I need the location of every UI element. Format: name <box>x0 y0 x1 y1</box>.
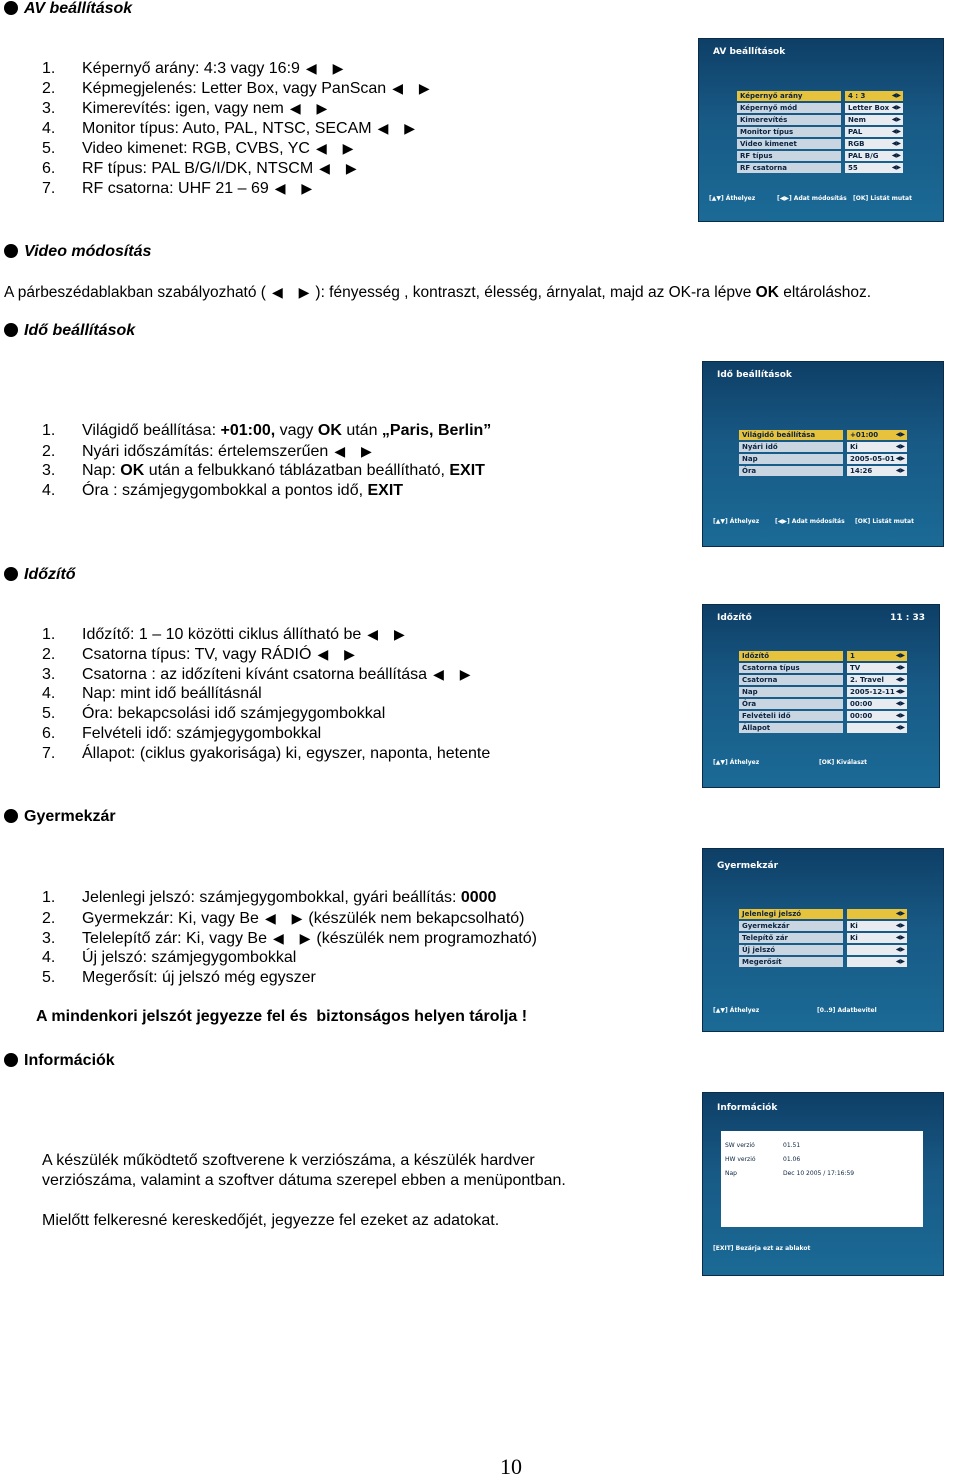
info-label: SW verzió <box>725 1142 755 1149</box>
menu-row <box>739 699 907 709</box>
arrow-left-right-icon: ◀▶ <box>895 431 905 438</box>
arrow-left-right-icon: ◀ ▶ <box>272 930 317 946</box>
screen-rows <box>739 909 907 969</box>
item-number: 6. <box>42 160 56 177</box>
menu-row-label: Felvételi idő <box>739 711 843 721</box>
arrow-left-right-icon: ◀ ▶ <box>377 120 422 136</box>
item-number: 3. <box>42 100 56 117</box>
section-title: Gyermekzár <box>24 808 116 825</box>
menu-row-label: Nap <box>739 687 843 697</box>
footer-hint: [OK] Kiválaszt <box>819 759 868 766</box>
menu-row-value <box>847 699 907 709</box>
section-title: Video módosítás <box>24 243 152 260</box>
text: Új jelszó: számjegygombokkal <box>82 949 297 966</box>
list-item <box>42 624 490 644</box>
menu-row-value <box>847 687 907 697</box>
section-heading-video <box>4 243 151 261</box>
list-item <box>42 58 436 78</box>
menu-row-value <box>845 163 903 173</box>
section-title: AV beállítások <box>24 0 133 17</box>
menu-row-value-text: PAL B/G <box>848 152 879 160</box>
item-number: 6. <box>42 725 56 742</box>
info-row <box>721 1139 923 1153</box>
arrow-left-right-icon: ◀▶ <box>895 688 905 695</box>
text: után <box>341 422 382 439</box>
text: (készülék nem programozható) <box>316 930 537 947</box>
menu-row <box>739 687 907 697</box>
menu-row-value <box>845 151 903 161</box>
menu-row-label: Gyermekzár <box>739 921 843 931</box>
item-number: 7. <box>42 180 56 197</box>
text-bold: +01:00, <box>220 422 276 439</box>
menu-row-value-text: 1 <box>850 652 855 660</box>
arrow-left-right-icon: ◀ ▶ <box>319 160 363 176</box>
info-paragraph: A készülék működtető szoftverene k verziószáma, a készülék hardver verziószáma, valamint a szoftver dátuma szerepel ebben a menüpontban. <box>42 1152 566 1189</box>
section-heading-time <box>4 322 135 340</box>
list-item <box>42 664 490 684</box>
arrow-left-right-icon: ◀▶ <box>895 946 905 953</box>
item-number: 4. <box>42 482 56 499</box>
arrow-left-right-icon: ◀▶ <box>895 664 905 671</box>
item-number: 5. <box>42 705 56 722</box>
menu-row-value-text: TV <box>850 664 861 672</box>
section-heading-av <box>4 0 132 18</box>
section-heading-timer <box>4 566 76 584</box>
text: Megerősít: új jelszó még egyszer <box>82 969 316 986</box>
menu-row-value <box>847 711 907 721</box>
page-number: 10 <box>500 1454 522 1479</box>
menu-row-label: Video kimenet <box>737 139 841 149</box>
list-item <box>42 98 436 118</box>
menu-row <box>739 711 907 721</box>
text: RF típus: PAL B/G/I/DK, NTSCM <box>82 160 314 177</box>
text: ): fényesség , kontraszt, élesség, árnyalat, majd az OK-ra lépve <box>315 284 752 301</box>
menu-row-value-text: 14:26 <box>850 467 873 475</box>
menu-row-value <box>847 466 907 476</box>
list-item <box>42 644 490 664</box>
footer-hint: [▲▼] Áthelyez <box>713 518 760 525</box>
item-number: 1. <box>42 60 56 77</box>
arrow-left-right-icon: ◀ ▶ <box>315 140 360 156</box>
arrow-left-right-icon: ◀ ▶ <box>289 100 334 116</box>
menu-row-label: Időzítő <box>739 651 843 661</box>
arrow-left-right-icon: ◀ ▶ <box>305 60 350 76</box>
list-item <box>42 928 537 948</box>
password-note: A mindenkori jelszót jegyezze fel és biztonságos helyen tárolja ! <box>36 1008 528 1025</box>
info-label: HW verzió <box>725 1156 756 1163</box>
menu-row-label: Jelenlegi jelszó <box>739 909 843 919</box>
menu-row-value <box>847 675 907 685</box>
footer-hint: [OK] Listát mutat <box>853 195 912 202</box>
menu-row <box>737 91 903 101</box>
menu-row-value <box>845 91 903 101</box>
arrow-left-right-icon: ◀▶ <box>895 455 905 462</box>
list-item <box>42 158 436 178</box>
item-number: 5. <box>42 140 56 157</box>
text: Gyermekzár: Ki, vagy Be <box>82 910 259 927</box>
menu-row-label: Világidő beállítása <box>739 430 843 440</box>
menu-row <box>739 430 907 440</box>
item-number: 1. <box>42 422 56 439</box>
menu-row <box>739 663 907 673</box>
menu-row-value <box>847 651 907 661</box>
menu-row-value <box>845 103 903 113</box>
menu-row-value <box>847 921 907 931</box>
menu-row <box>737 139 903 149</box>
menu-row <box>739 454 907 464</box>
text: után a felbukkanó táblázatban beállítható, <box>144 462 450 479</box>
arrow-left-right-icon: ◀▶ <box>895 652 905 659</box>
arrow-left-right-icon: ◀▶ <box>891 128 901 135</box>
arrow-left-right-icon: ◀▶ <box>891 104 901 111</box>
text: Kimerevítés: igen, vagy nem <box>82 100 284 117</box>
bullet-icon <box>4 1 18 15</box>
screen-rows <box>739 651 907 735</box>
menu-row-value-text: 00:00 <box>850 700 873 708</box>
menu-row-value-text: 2005-12-11 <box>850 688 895 696</box>
menu-row-label: Új jelszó <box>739 945 843 955</box>
list-item <box>42 138 436 158</box>
list-item <box>42 441 491 461</box>
item-number: 5. <box>42 969 56 986</box>
arrow-left-right-icon: ◀▶ <box>891 152 901 159</box>
menu-row-label: RF típus <box>737 151 841 161</box>
text: eltároláshoz. <box>783 284 872 301</box>
info-panel <box>721 1131 923 1227</box>
arrow-left-right-icon: ◀▶ <box>895 467 905 474</box>
menu-row-value <box>847 909 907 919</box>
menu-row-value-text: PAL <box>848 128 863 136</box>
screen-title: AV beállítások <box>713 47 786 57</box>
item-number: 2. <box>42 646 56 663</box>
info-value: 01.06 <box>783 1156 801 1163</box>
menu-row <box>739 723 907 733</box>
menu-row-label: Óra <box>739 466 843 476</box>
list-item <box>42 968 537 988</box>
parental-lock-list <box>42 888 537 988</box>
item-number: 4. <box>42 685 56 702</box>
list-item <box>42 118 436 138</box>
menu-row-value-text: Ki <box>850 443 858 451</box>
video-paragraph <box>4 282 871 303</box>
item-number: 1. <box>42 626 56 643</box>
menu-row-value <box>845 139 903 149</box>
footer-hint: [◀▶] Adat módosítás <box>777 195 847 202</box>
menu-row-label: Telepítő zár <box>739 933 843 943</box>
arrow-left-right-icon: ◀ ▶ <box>317 646 361 662</box>
text: Képernyő arány: 4:3 vagy 16:9 <box>82 60 300 77</box>
footer-hint: [◀▶] Adat módosítás <box>775 518 845 525</box>
screen-clock: 11 : 33 <box>890 613 925 623</box>
menu-row-value-text: 4 : 3 <box>848 92 866 100</box>
bullet-icon <box>4 567 18 581</box>
text-bold: EXIT <box>449 462 485 479</box>
av-settings-list <box>42 58 436 198</box>
text: vagy <box>275 422 318 439</box>
text: Jelenlegi jelszó: számjegygombokkal, gyári beállítás: <box>82 889 461 906</box>
list-item <box>42 178 436 198</box>
bullet-icon <box>4 809 18 823</box>
item-number: 2. <box>42 80 56 97</box>
item-number: 4. <box>42 120 56 137</box>
menu-row-value <box>847 933 907 943</box>
menu-row-label: Óra <box>739 699 843 709</box>
menu-row-value <box>847 454 907 464</box>
menu-row-value <box>847 442 907 452</box>
item-number: 2. <box>42 443 56 460</box>
text: Világidő beállítása: <box>82 422 221 439</box>
av-settings-screenshot <box>698 38 944 222</box>
screen-rows <box>739 430 907 478</box>
menu-row-label: Csatorna típus <box>739 663 843 673</box>
menu-row-label: Képernyő arány <box>737 91 841 101</box>
info-paragraph: Mielőtt felkeresné kereskedőjét, jegyezze fel ezeket az adatokat. <box>42 1212 500 1229</box>
menu-row <box>739 675 907 685</box>
menu-row-value <box>847 945 907 955</box>
arrow-left-right-icon: ◀▶ <box>891 92 901 99</box>
arrow-left-right-icon: ◀▶ <box>895 676 905 683</box>
menu-row-label: Nap <box>739 454 843 464</box>
list-item <box>42 78 436 98</box>
list-item <box>42 724 490 744</box>
info-rows <box>721 1131 923 1181</box>
text: Felvételi idő: számjegygombokkal <box>82 725 322 742</box>
footer-hint: [▲▼] Áthelyez <box>709 195 756 202</box>
info-label: Nap <box>725 1170 737 1177</box>
menu-row <box>737 163 903 173</box>
menu-row-value-text: Nem <box>848 116 866 124</box>
screen-title: Információk <box>717 1103 778 1113</box>
arrow-left-right-icon: ◀ ▶ <box>433 666 477 682</box>
text: Nap: <box>82 462 121 479</box>
list-item <box>42 888 537 908</box>
bullet-icon <box>4 244 18 258</box>
arrow-left-right-icon: ◀▶ <box>895 910 905 917</box>
menu-row-label: Kimerevítés <box>737 115 841 125</box>
menu-row <box>739 933 907 943</box>
text: Állapot: (ciklus gyakorisága) ki, egyszer, naponta, hetente <box>82 745 491 762</box>
screen-rows <box>737 91 903 175</box>
menu-row-value <box>847 663 907 673</box>
bullet-icon <box>4 1053 18 1067</box>
arrow-left-right-icon: ◀ ▶ <box>264 910 309 926</box>
footer-hint: [0..9] Adatbevitel <box>817 1007 877 1014</box>
text: Időzítő: 1 – 10 közötti ciklus állítható be <box>82 626 362 643</box>
section-title: Információk <box>24 1052 115 1069</box>
arrow-left-right-icon: ◀ ▶ <box>334 443 378 459</box>
screen-title: Idő beállítások <box>717 370 792 380</box>
screen-title: Gyermekzár <box>717 861 779 871</box>
menu-row-label: Csatorna <box>739 675 843 685</box>
section-title: Időzítő <box>24 566 76 583</box>
text-bold: EXIT <box>367 482 404 499</box>
menu-row <box>739 442 907 452</box>
text: Csatorna : az időzíteni kívánt csatorna beállítása <box>82 666 428 683</box>
menu-row-value <box>845 115 903 125</box>
list-item <box>42 481 491 501</box>
text: Óra : számjegygombokkal a pontos idő, <box>82 482 368 499</box>
timer-settings-list <box>42 624 490 764</box>
arrow-left-right-icon: ◀▶ <box>891 164 901 171</box>
menu-row-value-text: Ki <box>850 922 858 930</box>
list-item <box>42 421 491 441</box>
arrow-left-right-icon: ◀▶ <box>895 700 905 707</box>
text: Képmegjelenés: Letter Box, vagy PanScan <box>82 80 387 97</box>
arrow-left-right-icon: ◀▶ <box>895 724 905 731</box>
text-bold: 0000 <box>460 889 497 906</box>
screen-title: Időzítő <box>717 613 752 623</box>
arrow-left-right-icon: ◀ ▶ <box>271 284 316 300</box>
item-number: 3. <box>42 930 56 947</box>
arrow-left-right-icon: ◀ ▶ <box>392 80 436 96</box>
text-bold: OK <box>755 284 779 301</box>
list-item <box>42 684 490 704</box>
list-item <box>42 908 537 928</box>
section-heading-info <box>4 1052 115 1070</box>
timer-screenshot <box>702 604 940 788</box>
item-number: 2. <box>42 910 56 927</box>
menu-row <box>737 115 903 125</box>
menu-row-value-text: 55 <box>848 164 858 172</box>
parental-lock-screenshot <box>702 848 944 1032</box>
section-title: Idő beállítások <box>24 322 136 339</box>
text-bold: OK <box>120 462 145 479</box>
section-heading-parental-lock <box>4 808 116 826</box>
menu-row <box>739 945 907 955</box>
footer-hint: [EXIT] Bezárja ezt az ablakot <box>713 1245 811 1252</box>
footer-hint: [OK] Listát mutat <box>855 518 914 525</box>
menu-row-value-text: Ki <box>850 934 858 942</box>
menu-row <box>737 127 903 137</box>
menu-row-label: Állapot <box>739 723 843 733</box>
menu-row-value-text: RGB <box>848 140 865 148</box>
arrow-left-right-icon: ◀▶ <box>891 140 901 147</box>
menu-row <box>739 957 907 967</box>
time-settings-screenshot <box>702 361 944 547</box>
menu-row-value <box>845 127 903 137</box>
arrow-left-right-icon: ◀▶ <box>895 958 905 965</box>
arrow-left-right-icon: ◀▶ <box>895 443 905 450</box>
arrow-left-right-icon: ◀▶ <box>895 712 905 719</box>
text-bold: OK <box>317 422 342 439</box>
menu-row-value-text: 2005-05-01 <box>850 455 895 463</box>
text: Nyári időszámítás: értelemszerűen <box>82 443 329 460</box>
menu-row-label: Nyári idő <box>739 442 843 452</box>
text: Video kimenet: RGB, CVBS, YC <box>82 140 310 157</box>
text: Csatorna típus: TV, vagy RÁDIÓ <box>82 646 312 663</box>
menu-row <box>739 909 907 919</box>
text: (készülék nem bekapcsolható) <box>308 910 525 927</box>
text: RF csatorna: UHF 21 – 69 <box>82 180 269 197</box>
item-number: 7. <box>42 745 56 762</box>
arrow-left-right-icon: ◀▶ <box>891 116 901 123</box>
menu-row-label: RF csatorna <box>737 163 841 173</box>
menu-row-value-text: 2. Travel <box>850 676 884 684</box>
menu-row <box>739 921 907 931</box>
text: Nap: mint idő beállításnál <box>82 685 262 702</box>
menu-row <box>739 466 907 476</box>
list-item <box>42 948 537 968</box>
text-bold: „Paris, Berlin” <box>381 422 492 439</box>
info-value: 01.51 <box>783 1142 801 1149</box>
item-number: 3. <box>42 666 56 683</box>
menu-row-value <box>847 957 907 967</box>
footer-hint: [▲▼] Áthelyez <box>713 1007 760 1014</box>
text: Óra: bekapcsolási idő számjegygombokkal <box>82 705 386 722</box>
text: Monitor típus: Auto, PAL, NTSC, SECAM <box>82 120 372 137</box>
menu-row-value-text: 00:00 <box>850 712 873 720</box>
info-screenshot <box>702 1092 944 1276</box>
time-settings-list <box>42 421 491 501</box>
arrow-left-right-icon: ◀ ▶ <box>274 180 319 196</box>
menu-row-value-text: +01:00 <box>850 431 879 439</box>
list-item <box>42 744 490 764</box>
menu-row-label: Megerősít <box>739 957 843 967</box>
menu-row <box>737 151 903 161</box>
item-number: 3. <box>42 462 56 479</box>
list-item <box>42 461 491 481</box>
bullet-icon <box>4 323 18 337</box>
text: Telelepítő zár: Ki, vagy Be <box>82 930 267 947</box>
menu-row <box>737 103 903 113</box>
arrow-left-right-icon: ◀ ▶ <box>367 626 411 642</box>
menu-row-label: Képernyő mód <box>737 103 841 113</box>
item-number: 4. <box>42 949 56 966</box>
info-row <box>721 1153 923 1167</box>
info-value: Dec 10 2005 / 17:16:59 <box>783 1170 855 1177</box>
menu-row-label: Monitor típus <box>737 127 841 137</box>
menu-row <box>739 651 907 661</box>
list-item <box>42 704 490 724</box>
menu-row-value <box>847 430 907 440</box>
arrow-left-right-icon: ◀▶ <box>895 934 905 941</box>
info-row <box>721 1167 923 1181</box>
menu-row-value-text: Letter Box <box>848 104 890 112</box>
text: A párbeszédablakban szabályozható ( <box>4 284 266 301</box>
item-number: 1. <box>42 889 56 906</box>
arrow-left-right-icon: ◀▶ <box>895 922 905 929</box>
footer-hint: [▲▼] Áthelyez <box>713 759 760 766</box>
menu-row-value <box>847 723 907 733</box>
